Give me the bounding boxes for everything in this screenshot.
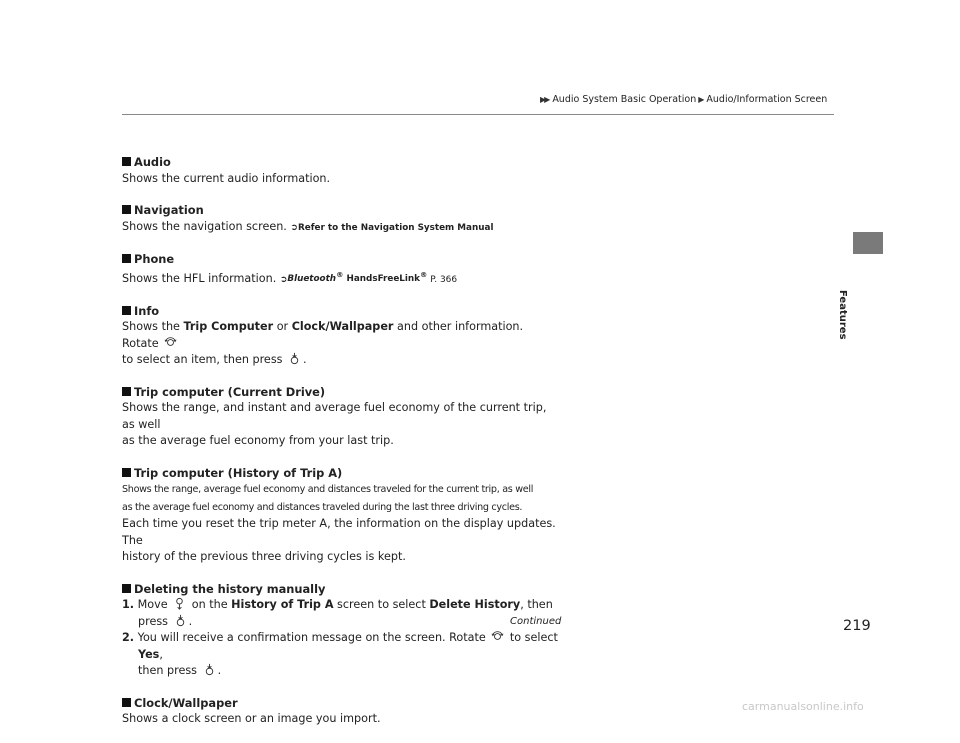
- bullet-square-icon: [122, 468, 131, 477]
- bullet-square-icon: [122, 584, 131, 593]
- breadcrumb-item-screen[interactable]: Audio/Information Screen: [706, 94, 828, 105]
- reference-arrow-icon: ➲: [279, 274, 288, 285]
- interface-dial-press-icon: [174, 614, 187, 627]
- chapter-tab: [853, 232, 883, 254]
- page-number: 219: [843, 618, 871, 634]
- breadcrumb-arrow-icon: ▶: [698, 95, 703, 104]
- section-body: Shows the navigation screen. ➲Refer to the Navigation System Manual: [122, 219, 494, 233]
- step-2: 2. You will receive a confirmation message on the screen. Rotate to select Yes, then press .: [122, 631, 558, 678]
- chapter-label: Features: [837, 290, 848, 340]
- section-title: Navigation: [122, 202, 562, 219]
- section-body: Shows the Trip Computer or Clock/Wallpaper and other information. Rotate to select an item, then press .: [122, 320, 524, 367]
- section-title: Phone: [122, 251, 562, 268]
- section-clock-wallpaper: [122, 695, 562, 728]
- breadcrumb: [540, 94, 827, 105]
- section-body: Shows the current audio information.: [122, 171, 331, 185]
- breadcrumb-arrow-icon: ▶▶: [540, 95, 549, 104]
- continued-note: Continued: [510, 616, 562, 627]
- section-info: [122, 303, 562, 369]
- section-navigation: [122, 202, 562, 236]
- interface-dial-rotate-icon: [491, 630, 504, 643]
- interface-dial-rotate-icon: [164, 336, 177, 349]
- section-body: Shows the range, and instant and average fuel economy of the current trip, as well as the average fuel economy from your last trip.: [122, 401, 547, 448]
- bullet-square-icon: [122, 205, 131, 214]
- section-phone: [122, 251, 562, 288]
- section-title: Deleting the history manually: [122, 581, 562, 598]
- section-body: Shows the range, average fuel economy and distances traveled for the current trip, as well as the average fuel economy and distances traveled during the last three driving cycles. Each time you reset the trip meter A, the information on the display updates. The history of the previous three driving cycles is kept.: [122, 484, 556, 564]
- header-divider: [122, 114, 834, 115]
- bullet-square-icon: [122, 306, 131, 315]
- bullet-square-icon: [122, 387, 131, 396]
- section-title: Info: [122, 303, 562, 320]
- watermark: carmanualsonline.info: [742, 700, 864, 713]
- section-body: Shows the HFL information. ➲Bluetooth® HandsFreeLink® P. 366: [122, 270, 458, 285]
- section-title: Clock/Wallpaper: [122, 695, 562, 712]
- section-delete-history: [122, 581, 562, 680]
- bullet-square-icon: [122, 157, 131, 166]
- bullet-square-icon: [122, 254, 131, 263]
- reference-page[interactable]: P. 366: [427, 274, 458, 285]
- step-1: 1. Move on the History of Trip A screen to select Delete History, then press .: [122, 598, 553, 628]
- page-content: [122, 154, 562, 743]
- reference-link[interactable]: Bluetooth® HandsFreeLink®: [287, 270, 428, 285]
- section-title: Trip computer (Current Drive): [122, 384, 562, 401]
- reference-link[interactable]: Refer to the Navigation System Manual: [297, 222, 494, 233]
- bullet-square-icon: [122, 698, 131, 707]
- section-title: Audio: [122, 154, 562, 171]
- section-audio: [122, 154, 562, 187]
- interface-dial-press-icon: [288, 352, 301, 365]
- section-trip-current: [122, 384, 562, 450]
- section-title: Trip computer (History of Trip A): [122, 465, 562, 482]
- reference-arrow-icon: ➲: [290, 222, 298, 233]
- interface-dial-press-icon: [203, 663, 216, 676]
- interface-dial-move-icon: [173, 597, 186, 610]
- breadcrumb-item-basic-operation[interactable]: Audio System Basic Operation: [552, 94, 697, 105]
- section-trip-history: [122, 465, 562, 566]
- section-body: Shows a clock screen or an image you import.: [122, 712, 381, 726]
